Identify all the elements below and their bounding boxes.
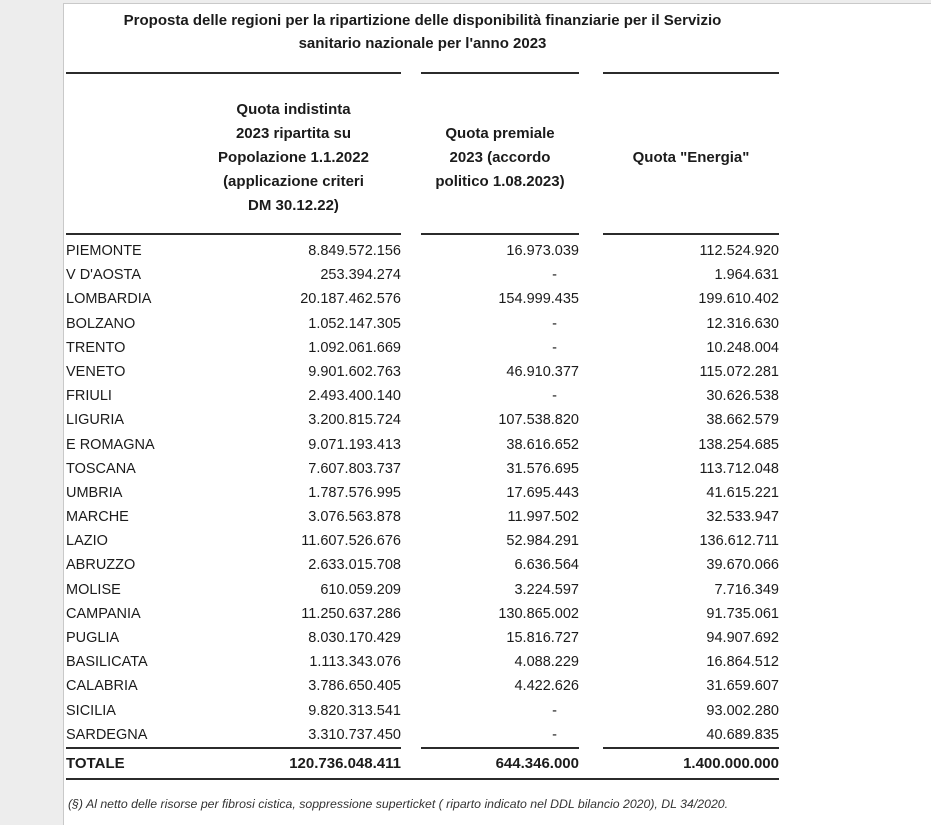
quota-indistinta-cell: 1.113.343.076 xyxy=(309,654,401,671)
column-gap xyxy=(401,336,421,360)
header-underline-left xyxy=(66,233,401,235)
table-row xyxy=(66,505,779,529)
column-header-line: (applicazione criteri xyxy=(223,173,364,190)
quota-premiale-cell: 3.224.597 xyxy=(514,581,579,598)
region-name-cell: LAZIO xyxy=(66,533,108,550)
quota-indistinta-cell: 253.394.274 xyxy=(320,267,401,284)
quota-energia-cell: 31.659.607 xyxy=(706,678,779,695)
region-name-cell: UMBRIA xyxy=(66,484,123,501)
column-gap xyxy=(401,505,421,529)
quota-premiale-cell: - xyxy=(552,339,557,356)
column-gap xyxy=(579,384,603,408)
quota-indistinta-cell: 610.059.209 xyxy=(320,581,401,598)
title-underline-left xyxy=(66,72,401,74)
quota-energia-cell: 16.864.512 xyxy=(706,654,779,671)
quota-energia-cell: 93.002.280 xyxy=(706,702,779,719)
quota-premiale-cell: - xyxy=(552,726,557,743)
quota-premiale-cell: 107.538.820 xyxy=(498,412,579,429)
column-header-line: Popolazione 1.1.2022 xyxy=(218,149,369,166)
quota-energia-cell: 12.316.630 xyxy=(706,315,779,332)
column-gap xyxy=(579,553,603,577)
column-gap xyxy=(579,505,603,529)
quota-premiale-cell: - xyxy=(552,267,557,284)
quota-energia-cell: 30.626.538 xyxy=(706,388,779,405)
table-row xyxy=(66,699,779,723)
column-gap xyxy=(579,751,603,777)
table-row xyxy=(66,723,779,747)
footnote: (§) Al netto delle risorse per fibrosi cistica, soppressione superticket ( riparto indicato nel DDL bilancio 2020), DL 34/2020. xyxy=(68,797,729,811)
quota-premiale-cell: 31.576.695 xyxy=(506,460,579,477)
column-gap xyxy=(401,699,421,723)
table-row xyxy=(66,553,779,577)
column-header-line: 2023 ripartita su xyxy=(235,125,352,142)
column-gap xyxy=(401,751,421,777)
quota-indistinta-cell: 20.187.462.576 xyxy=(300,291,401,308)
region-name-cell: TOSCANA xyxy=(66,460,136,477)
table-total-row xyxy=(66,751,779,777)
quota-energia-cell: 115.072.281 xyxy=(699,363,779,380)
table-row xyxy=(66,336,779,360)
column-gap xyxy=(579,674,603,698)
quota-indistinta-cell: 3.076.563.878 xyxy=(308,509,401,526)
quota-premiale-cell: 16.973.039 xyxy=(506,243,579,259)
column-gap xyxy=(401,553,421,577)
column-gap xyxy=(401,433,421,457)
column-gap xyxy=(579,360,603,384)
total-underline xyxy=(66,778,779,780)
quota-indistinta-cell: 9.901.602.763 xyxy=(308,363,401,380)
region-name-cell: LIGURIA xyxy=(66,412,125,429)
quota-energia-cell: 10.248.004 xyxy=(706,339,779,356)
quota-energia-cell: 38.662.579 xyxy=(706,412,779,429)
quota-indistinta-cell: 8.849.572.156 xyxy=(308,243,401,259)
quota-indistinta-cell: 11.250.637.286 xyxy=(301,605,401,622)
column-header-line: Quota "Energia" xyxy=(632,149,750,166)
region-name-cell: MARCHE xyxy=(66,509,129,526)
table-row xyxy=(66,578,779,602)
column-gap xyxy=(579,263,603,287)
header-underline-mid xyxy=(421,233,579,235)
quota-premiale-cell: 130.865.002 xyxy=(498,605,579,622)
quota-indistinta-cell: 11.607.526.676 xyxy=(301,533,401,550)
column-gap xyxy=(401,408,421,432)
table-row xyxy=(66,263,779,287)
region-name-cell: PUGLIA xyxy=(66,630,120,646)
quota-indistinta-cell: 9.820.313.541 xyxy=(308,702,401,719)
total-quota-premiale: 644.346.000 xyxy=(495,755,579,772)
table-row xyxy=(66,626,779,650)
quota-indistinta-cell: 1.052.147.305 xyxy=(308,315,401,332)
table-row xyxy=(66,674,779,698)
total-overline-left xyxy=(66,747,401,749)
column-gap xyxy=(401,457,421,481)
quota-premiale-cell: 4.088.229 xyxy=(514,654,579,671)
table-row xyxy=(66,408,779,432)
table-row xyxy=(66,457,779,481)
table-row xyxy=(66,360,779,384)
column-gap xyxy=(401,723,421,747)
quota-indistinta-cell: 2.493.400.140 xyxy=(308,388,401,405)
quota-energia-cell: 40.689.835 xyxy=(706,726,779,743)
document-page xyxy=(63,3,931,825)
column-gap xyxy=(579,433,603,457)
column-gap xyxy=(579,723,603,747)
column-header-line: DM 30.12.22) xyxy=(248,197,339,214)
column-gap xyxy=(579,408,603,432)
column-header-line: 2023 (accordo xyxy=(449,149,551,166)
region-name-cell: PIEMONTE xyxy=(66,243,142,259)
table-row xyxy=(66,529,779,553)
quota-premiale-cell: 15.816.727 xyxy=(506,630,579,646)
table-row xyxy=(66,384,779,408)
quota-energia-cell: 32.533.947 xyxy=(706,509,779,526)
page-title-line-1: Proposta delle regioni per la ripartizione delle disponibilità finanziarie per il Servizio xyxy=(123,12,722,29)
column-header-line: Quota premiale xyxy=(445,125,555,142)
quota-premiale-cell: 11.997.502 xyxy=(507,509,579,526)
quota-energia-cell: 199.610.402 xyxy=(698,291,779,308)
quota-indistinta-cell: 3.786.650.405 xyxy=(308,678,401,695)
region-name-cell: E ROMAGNA xyxy=(66,436,155,453)
region-name-cell: MOLISE xyxy=(66,581,121,598)
column-gap xyxy=(579,602,603,626)
column-gap xyxy=(401,529,421,553)
region-name-cell: ABRUZZO xyxy=(66,557,136,574)
region-name-cell: TRENTO xyxy=(66,339,126,356)
page-title-line-2: sanitario nazionale per l'anno 2023 xyxy=(298,35,547,52)
quota-premiale-cell: 38.616.652 xyxy=(506,436,579,453)
total-label: TOTALE xyxy=(66,755,125,772)
column-gap xyxy=(401,312,421,336)
region-name-cell: VENETO xyxy=(66,363,126,380)
region-name-cell: SICILIA xyxy=(66,702,116,719)
column-gap xyxy=(579,239,603,263)
column-gap xyxy=(401,239,421,263)
total-overline-mid xyxy=(421,747,579,749)
total-quota-indistinta: 120.736.048.411 xyxy=(289,755,401,772)
column-gap xyxy=(401,263,421,287)
column-gap xyxy=(579,578,603,602)
column-header-line: politico 1.08.2023) xyxy=(435,173,565,190)
total-overline-right xyxy=(603,747,779,749)
table-row xyxy=(66,602,779,626)
region-name-cell: BOLZANO xyxy=(66,315,136,332)
column-gap xyxy=(401,674,421,698)
quota-premiale-cell: 52.984.291 xyxy=(506,533,579,550)
quota-premiale-cell: - xyxy=(552,388,557,405)
column-gap xyxy=(579,457,603,481)
column-gap xyxy=(579,626,603,650)
table-row xyxy=(66,239,779,263)
quota-indistinta-cell: 1.787.576.995 xyxy=(308,484,401,501)
quota-indistinta-cell: 9.071.193.413 xyxy=(308,436,401,453)
column-gap xyxy=(579,312,603,336)
region-name-cell: FRIULI xyxy=(66,388,112,405)
quota-premiale-cell: 154.999.435 xyxy=(498,291,579,308)
quota-indistinta-cell: 8.030.170.429 xyxy=(308,630,401,646)
quota-indistinta-cell: 3.200.815.724 xyxy=(308,412,401,429)
quota-premiale-cell: 17.695.443 xyxy=(506,484,579,501)
quota-premiale-cell: 4.422.626 xyxy=(514,678,579,695)
quota-indistinta-cell: 3.310.737.450 xyxy=(308,726,401,743)
region-name-cell: BASILICATA xyxy=(66,654,148,671)
quota-energia-cell: 1.964.631 xyxy=(714,267,779,284)
total-quota-energia: 1.400.000.000 xyxy=(683,755,779,772)
quota-premiale-cell: - xyxy=(552,702,557,719)
column-gap xyxy=(401,481,421,505)
column-gap xyxy=(579,336,603,360)
quota-energia-cell: 91.735.061 xyxy=(706,605,779,622)
column-gap xyxy=(401,360,421,384)
column-gap xyxy=(579,699,603,723)
column-header-quota-indistinta xyxy=(186,98,401,218)
quota-energia-cell: 136.612.711 xyxy=(699,533,779,550)
column-header-line: Quota indistinta xyxy=(236,101,351,118)
column-gap xyxy=(401,626,421,650)
quota-energia-cell: 112.524.920 xyxy=(699,243,779,259)
column-gap xyxy=(579,529,603,553)
quota-energia-cell: 41.615.221 xyxy=(706,484,779,501)
column-gap xyxy=(401,650,421,674)
table-row xyxy=(66,650,779,674)
quota-energia-cell: 39.670.066 xyxy=(706,557,779,574)
page-title xyxy=(66,9,779,55)
quota-indistinta-cell: 1.092.061.669 xyxy=(308,339,401,356)
column-gap xyxy=(579,650,603,674)
column-gap xyxy=(579,481,603,505)
table-row xyxy=(66,312,779,336)
quota-premiale-cell: 6.636.564 xyxy=(514,557,579,574)
quota-indistinta-cell: 7.607.803.737 xyxy=(308,460,401,477)
quota-energia-cell: 113.712.048 xyxy=(699,460,779,477)
column-gap xyxy=(401,578,421,602)
column-gap xyxy=(401,287,421,311)
quota-energia-cell: 7.716.349 xyxy=(714,581,779,598)
region-name-cell: CAMPANIA xyxy=(66,605,141,622)
table-row xyxy=(66,481,779,505)
header-underline-right xyxy=(603,233,779,235)
column-header-quota-premiale xyxy=(421,122,579,194)
column-gap xyxy=(401,384,421,408)
column-header-quota-energia xyxy=(603,146,779,170)
quota-premiale-cell: 46.910.377 xyxy=(506,363,579,380)
quota-energia-cell: 94.907.692 xyxy=(706,630,779,646)
table-row xyxy=(66,287,779,311)
quota-indistinta-cell: 2.633.015.708 xyxy=(308,557,401,574)
title-underline-mid xyxy=(421,72,579,74)
table-row xyxy=(66,433,779,457)
column-gap xyxy=(401,602,421,626)
column-gap xyxy=(579,287,603,311)
region-name-cell: LOMBARDIA xyxy=(66,291,152,308)
title-underline-right xyxy=(603,72,779,74)
region-name-cell: CALABRIA xyxy=(66,678,138,695)
quota-energia-cell: 138.254.685 xyxy=(698,436,779,453)
region-name-cell: V D'AOSTA xyxy=(66,267,142,284)
table-body xyxy=(66,239,779,747)
region-name-cell: SARDEGNA xyxy=(66,726,148,743)
quota-premiale-cell: - xyxy=(552,315,557,332)
